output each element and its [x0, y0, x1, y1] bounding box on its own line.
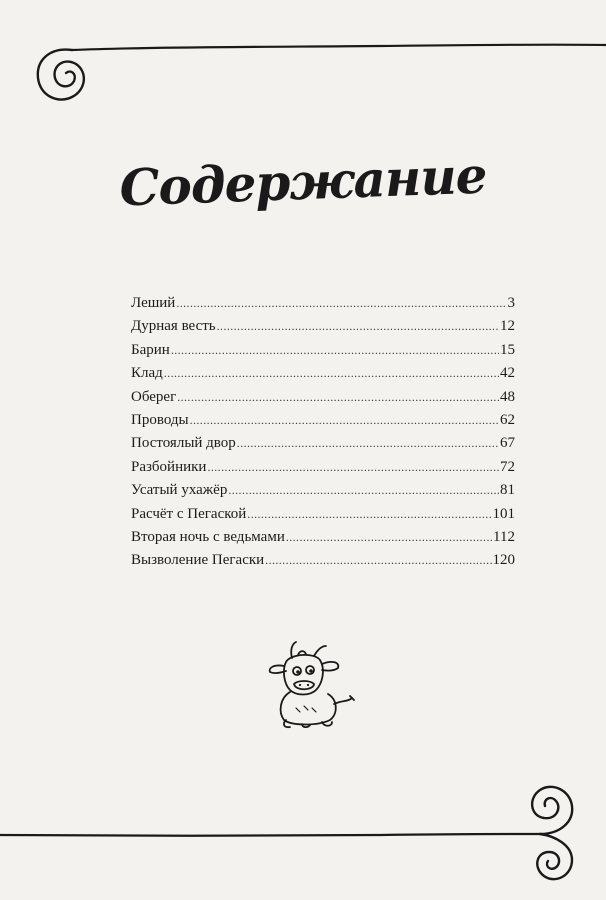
toc-entry-title: Барин [131, 341, 170, 358]
toc-leader-dots [286, 526, 492, 549]
toc-leader-dots [190, 409, 499, 432]
toc-entry-page: 42 [500, 365, 515, 382]
toc-entry-title: Расчёт с Пегаской [131, 505, 247, 522]
toc-entry[interactable] [131, 432, 515, 455]
toc-leader-dots [171, 339, 499, 362]
toc-entry[interactable] [131, 339, 515, 362]
toc-entry[interactable] [131, 362, 515, 385]
toc-leader-dots [217, 315, 499, 338]
toc-entry-page: 15 [500, 341, 515, 358]
toc-leader-dots [177, 386, 499, 409]
toc-leader-dots [247, 503, 491, 526]
toc-leader-dots [237, 432, 499, 455]
toc-entry[interactable] [131, 315, 515, 338]
toc-leader-dots [176, 292, 506, 315]
toc-entry-page: 3 [507, 295, 515, 311]
toc-entry-title: Клад [131, 365, 163, 382]
toc-entry-page: 48 [500, 388, 515, 405]
toc-entry-page: 112 [493, 528, 515, 545]
toc-entry-page: 81 [500, 482, 515, 499]
toc-entry-page: 101 [492, 505, 515, 522]
toc-entry-page: 120 [492, 552, 515, 569]
toc-entry[interactable] [131, 456, 515, 479]
toc-entry-title: Разбойники [131, 458, 207, 475]
toc-entry[interactable] [131, 409, 515, 432]
toc-entry[interactable] [131, 386, 515, 409]
toc-entry[interactable] [131, 292, 515, 315]
toc-entry-title: Проводы [131, 411, 189, 428]
toc-entry-title: Леший [131, 295, 176, 311]
table-of-contents [131, 292, 515, 573]
toc-leader-dots [164, 362, 499, 385]
toc-leader-dots [228, 479, 499, 502]
toc-entry[interactable] [131, 526, 515, 549]
toc-entry-page: 12 [500, 318, 515, 335]
toc-entry[interactable] [131, 479, 515, 502]
toc-entry-title: Дурная весть [131, 318, 216, 335]
toc-entry-page: 67 [500, 435, 515, 452]
toc-entry-title: Постоялый двор [131, 435, 236, 452]
toc-entry-title: Вторая ночь с ведьмами [131, 528, 285, 545]
toc-leader-dots [207, 456, 499, 479]
toc-entry-page: 62 [500, 411, 515, 428]
toc-entry-page: 72 [500, 458, 515, 475]
toc-entry[interactable] [131, 503, 515, 526]
toc-entry-title: Вызволение Пегаски [131, 552, 265, 569]
toc-entry-title: Оберег [131, 388, 177, 405]
toc-entry[interactable] [131, 549, 515, 572]
page-title: Содержание [118, 145, 488, 218]
toc-leader-dots [265, 549, 491, 572]
goat-calf-icon [262, 638, 358, 730]
toc-entry-title: Усатый ухажёр [131, 482, 228, 499]
